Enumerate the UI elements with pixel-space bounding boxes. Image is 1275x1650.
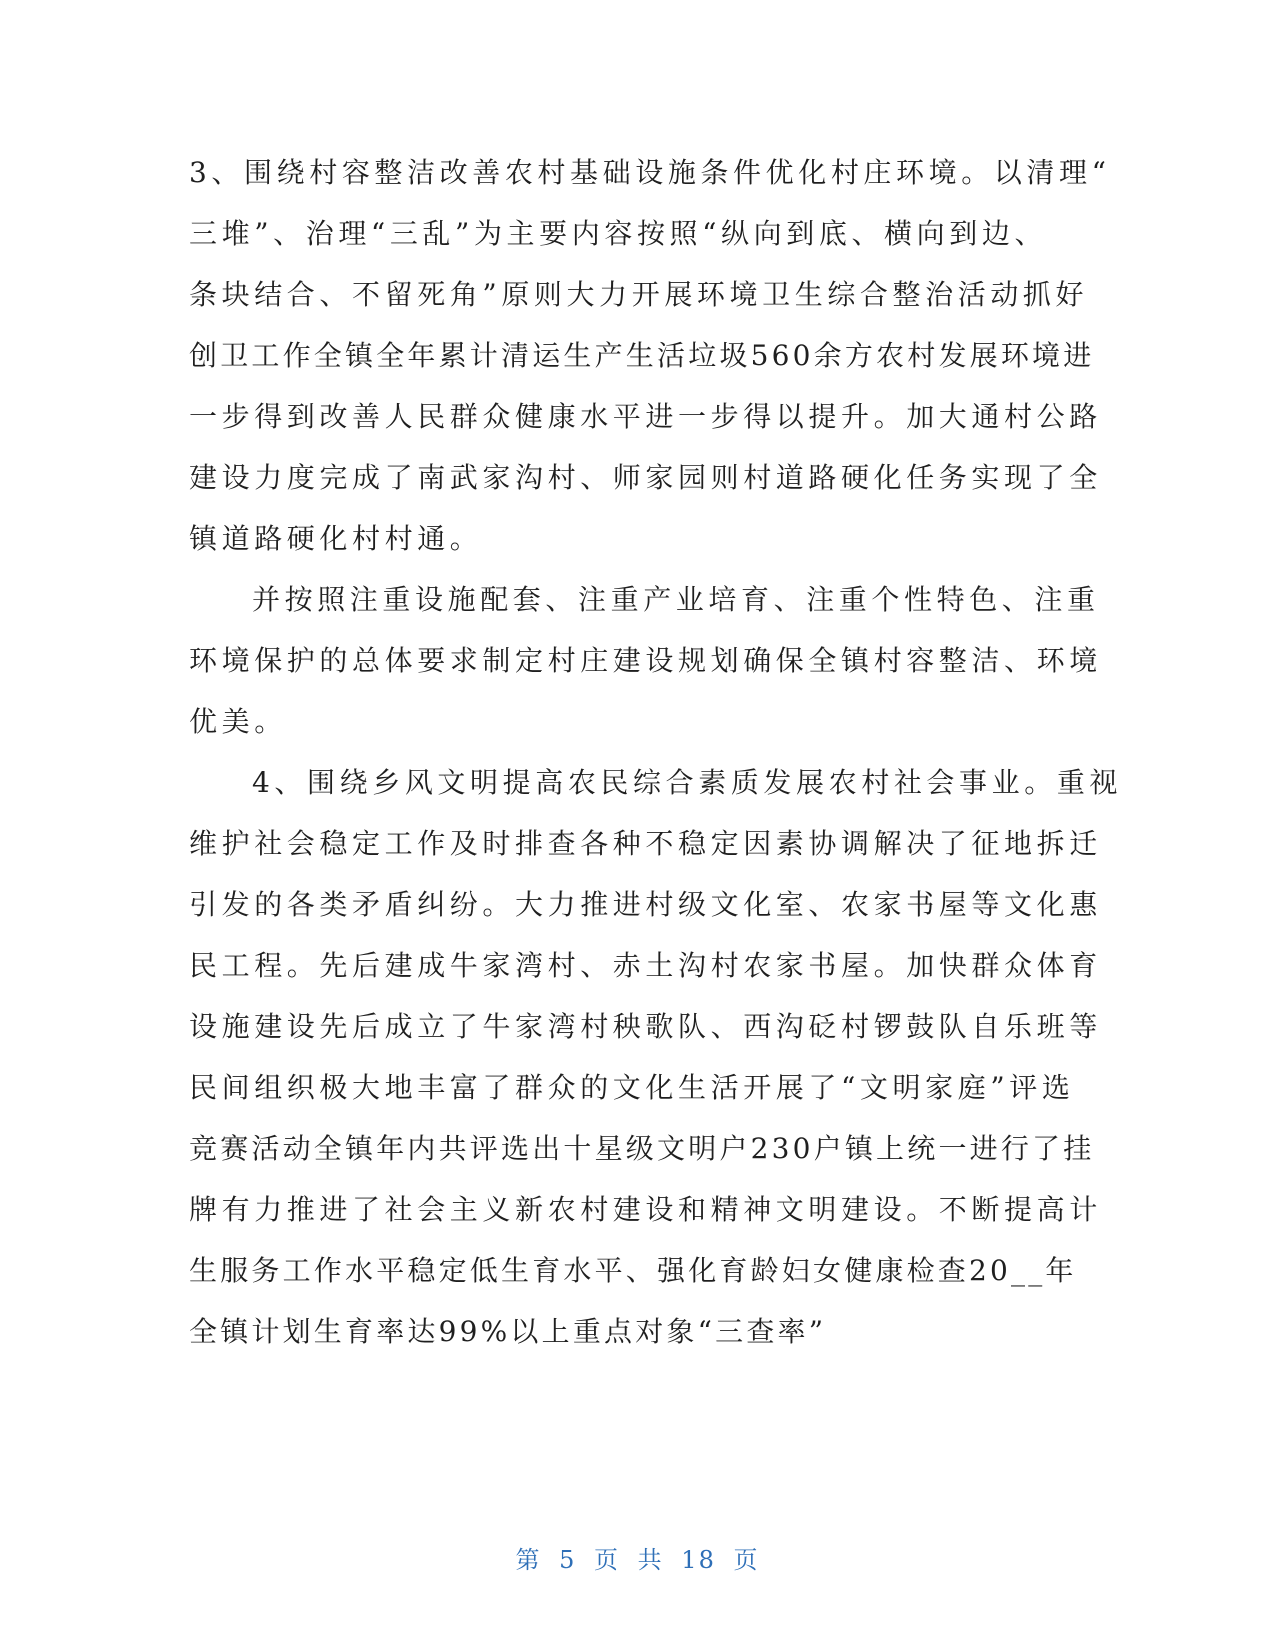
text-line: 设施建设先后成立了牛家湾村秧歌队、西沟砭村锣鼓队自乐班等: [189, 1010, 1102, 1043]
text-line: 3、围绕村容整洁改善农村基础设施条件优化村庄环境。以清理“: [189, 156, 1111, 189]
text-line: 民工程。先后建成牛家湾村、赤土沟村农家书屋。加快群众体育: [189, 949, 1102, 982]
text-line: 建设力度完成了南武家沟村、师家园则村道路硬化任务实现了全: [189, 461, 1102, 494]
text-line: 维护社会稳定工作及时排查各种不稳定因素协调解决了征地拆迁: [189, 827, 1102, 860]
text-line: 环境保护的总体要求制定村庄建设规划确保全镇村容整洁、环境: [189, 644, 1102, 677]
text-line: 民间组织极大地丰富了群众的文化生活开展了“文明家庭”评选: [189, 1071, 1075, 1104]
text-line: 一步得到改善人民群众健康水平进一步得以提升。加大通村公路: [189, 400, 1102, 433]
text-line: 牌有力推进了社会主义新农村建设和精神文明建设。不断提高计: [189, 1193, 1102, 1226]
text-line: 创卫工作全镇全年累计清运生产生活垃圾560余方农村发展环境进: [189, 339, 1095, 372]
page-number-footer: 第 5 页 共 18 页: [515, 1546, 760, 1574]
text-line: 镇道路硬化村村通。: [189, 522, 483, 555]
text-line: 全镇计划生育率达99%以上重点对象“三查率”: [189, 1315, 827, 1348]
text-line: 条块结合、不留死角”原则大力开展环境卫生综合整治活动抓好: [189, 278, 1089, 311]
document-body: [189, 142, 1123, 1362]
text-line: 引发的各类矛盾纠纷。大力推进村级文化室、农家书屋等文化惠: [189, 888, 1102, 921]
text-line: 4、围绕乡风文明提高农民综合素质发展农村社会事业。重视: [252, 766, 1123, 799]
text-line: 并按照注重设施配套、注重产业培育、注重个性特色、注重: [252, 583, 1100, 616]
text-line: 竞赛活动全镇年内共评选出十星级文明户230户镇上统一进行了挂: [189, 1132, 1095, 1165]
text-line: 生服务工作水平稳定低生育水平、强化育龄妇女健康检查20__年: [189, 1254, 1077, 1287]
text-line: 优美。: [189, 705, 287, 738]
paragraph-village-environment: [189, 142, 1111, 569]
paragraph-rural-civilization: [189, 752, 1123, 1362]
text-line: 三堆”、治理“三乱”为主要内容按照“纵向到底、横向到边、: [189, 217, 1048, 250]
paragraph-planning: [189, 569, 1102, 752]
